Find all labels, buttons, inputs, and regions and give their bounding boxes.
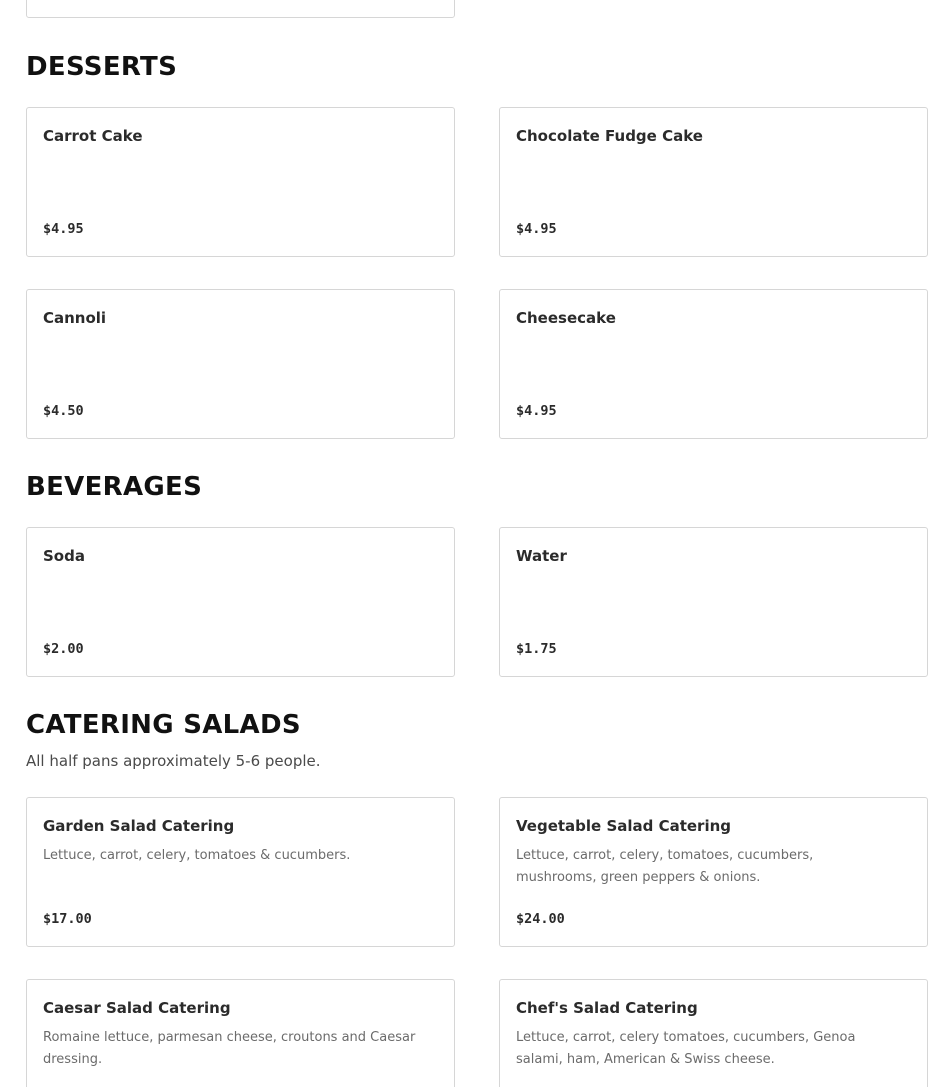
item-name: Vegetable Salad Catering <box>516 817 732 835</box>
item-price: $4.95 <box>516 221 557 237</box>
menu-item-soda[interactable] <box>26 527 455 677</box>
item-name: Garden Salad Catering <box>43 817 235 835</box>
item-name: Cannoli <box>43 309 107 327</box>
menu-item-garden-salad-catering[interactable] <box>26 797 455 947</box>
menu-item-cheesecake[interactable] <box>499 289 928 439</box>
item-price: $1.75 <box>516 641 557 657</box>
item-price: $17.00 <box>43 911 92 927</box>
section-title-beverages: BEVERAGES <box>26 472 203 502</box>
item-price: $4.95 <box>516 403 557 419</box>
item-name: Chef's Salad Catering <box>516 999 698 1017</box>
item-name: Water <box>516 547 567 565</box>
item-description: Romaine lettuce, parmesan cheese, croutons and Caesar dressing. <box>43 1030 416 1067</box>
item-price: $2.00 <box>43 641 84 657</box>
section-title-catering-salads: CATERING SALADS <box>26 710 301 740</box>
menu-item-chocolate-fudge-cake[interactable] <box>499 107 928 257</box>
item-description: Lettuce, carrot, celery tomatoes, cucumbers, Genoa salami, ham, American & Swiss cheese. <box>516 1030 856 1067</box>
menu-item-chefs-salad-catering[interactable] <box>499 979 928 1087</box>
item-name: Carrot Cake <box>43 127 143 145</box>
menu-item-caesar-salad-catering[interactable] <box>26 979 455 1087</box>
menu-item-water[interactable] <box>499 527 928 677</box>
menu-item-card-partial[interactable] <box>26 0 455 18</box>
item-name: Soda <box>43 547 85 565</box>
item-name: Chocolate Fudge Cake <box>516 127 703 145</box>
menu-item-cannoli[interactable] <box>26 289 455 439</box>
section-title-desserts: DESSERTS <box>26 52 178 82</box>
item-price: $4.50 <box>43 403 84 419</box>
menu-item-vegetable-salad-catering[interactable] <box>499 797 928 947</box>
section-subtitle: All half pans approximately 5-6 people. <box>26 752 321 770</box>
menu-item-carrot-cake[interactable] <box>26 107 455 257</box>
item-price: $4.95 <box>43 221 84 237</box>
item-price: $24.00 <box>516 911 565 927</box>
item-name: Caesar Salad Catering <box>43 999 231 1017</box>
item-description: Lettuce, carrot, celery, tomatoes, cucumbers, mushrooms, green peppers & onions. <box>516 848 814 885</box>
item-description: Lettuce, carrot, celery, tomatoes & cucumbers. <box>43 848 351 863</box>
item-name: Cheesecake <box>516 309 616 327</box>
